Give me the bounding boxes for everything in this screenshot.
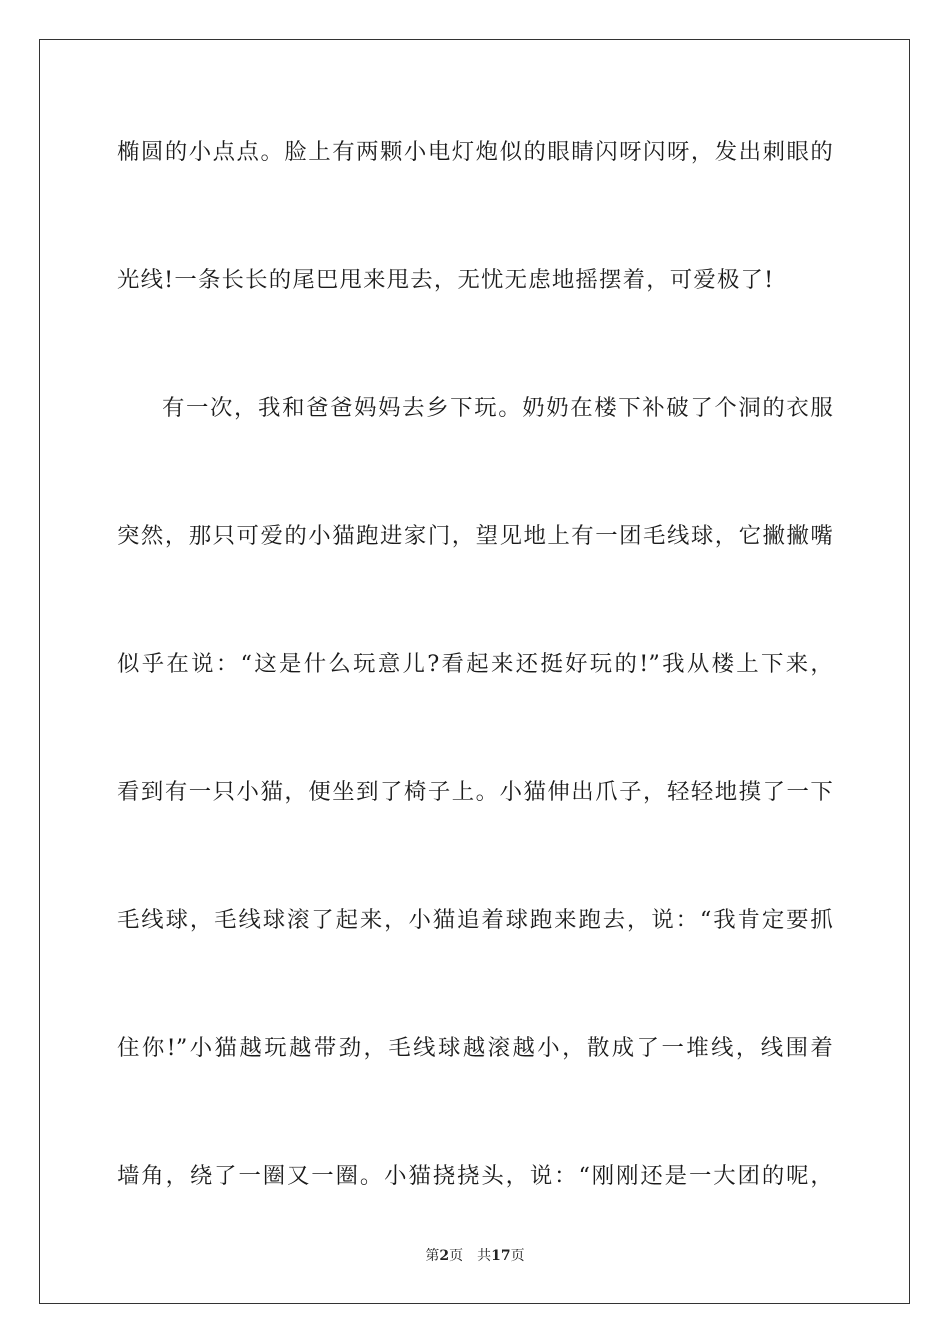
text-line-8: 住你!”小猫越玩越带劲，毛线球越滚越小，散成了一堆线，线围着 xyxy=(117,1035,833,1061)
page-number: 2 xyxy=(439,1248,450,1264)
page-suffix: 页 xyxy=(449,1248,464,1264)
text-line-9: 墙角，绕了一圈又一圈。小猫挠挠头，说：“刚刚还是一大团的呢， xyxy=(117,1163,833,1189)
text-line-2: 光线!一条长长的尾巴甩来甩去，无忧无虑地摇摆着，可爱极了! xyxy=(117,267,775,293)
text-line-3: 有一次，我和爸爸妈妈去乡下玩。奶奶在楼下补破了个洞的衣服 xyxy=(162,395,833,421)
text-line-5: 似乎在说：“这是什么玩意儿?看起来还挺好玩的!”我从楼上下来， xyxy=(117,651,833,677)
text-line-7: 毛线球，毛线球滚了起来，小猫追着球跑来跑去，说：“我肯定要抓 xyxy=(117,907,833,933)
page-footer xyxy=(0,1246,950,1266)
total-pages: 17 xyxy=(491,1248,511,1264)
total-suffix: 页 xyxy=(510,1248,525,1264)
page-prefix: 第 xyxy=(425,1248,440,1264)
total-prefix: 共 xyxy=(477,1248,492,1264)
text-line-1: 椭圆的小点点。脸上有两颗小电灯炮似的眼睛闪呀闪呀，发出刺眼的 xyxy=(117,139,833,165)
document-body xyxy=(117,124,833,1276)
text-line-6: 看到有一只小猫，便坐到了椅子上。小猫伸出爪子，轻轻地摸了一下 xyxy=(117,779,833,805)
text-line-4: 突然，那只可爱的小猫跑进家门，望见地上有一团毛线球，它撇撇嘴 xyxy=(117,523,833,549)
